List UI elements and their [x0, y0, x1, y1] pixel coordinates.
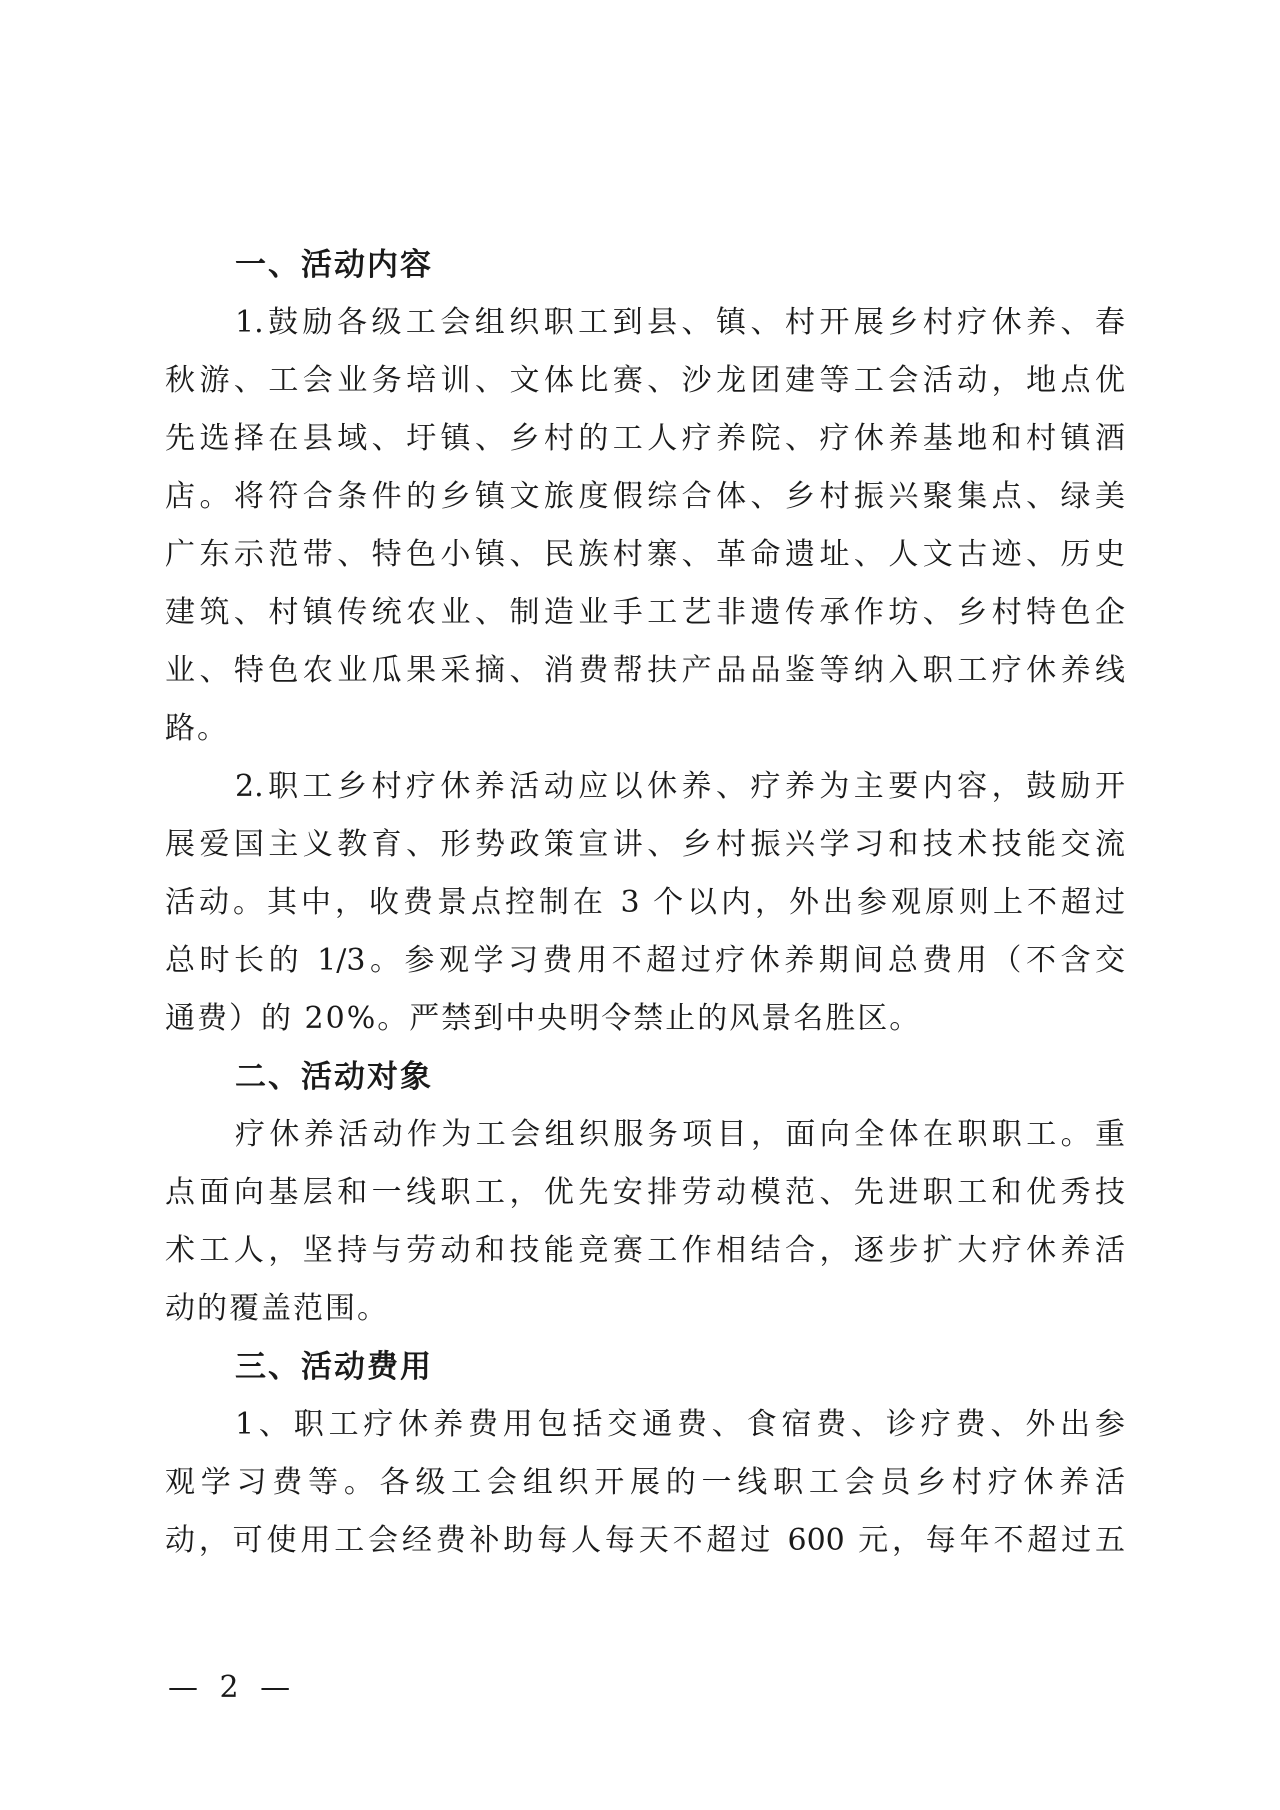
text-line: 广东示范带、特色小镇、民族村寨、革命遗址、人文古迹、历史: [165, 537, 1125, 572]
paragraph: [165, 294, 1125, 758]
text-line: 疗休养活动作为工会组织服务项目，面向全体在职职工。重: [235, 1117, 1125, 1152]
text-line: 店。将符合条件的乡镇文旅度假综合体、乡村振兴聚集点、绿美: [165, 479, 1125, 514]
text-line: 总时长的 1/3。参观学习费用不超过疗休养期间总费用（不含交: [165, 943, 1125, 978]
text-line: 活动。其中，收费景点控制在 3 个以内，外出参观原则上不超过: [165, 885, 1125, 920]
text-line: 1、职工疗休养费用包括交通费、食宿费、诊疗费、外出参: [235, 1407, 1125, 1442]
text-line: 2.职工乡村疗休养活动应以休养、疗养为主要内容，鼓励开: [235, 769, 1125, 804]
text-line: 动的覆盖范围。: [165, 1291, 389, 1326]
text-line: 展爱国主义教育、形势政策宣讲、乡村振兴学习和技术技能交流: [165, 827, 1125, 862]
text-line: 秋游、工会业务培训、文体比赛、沙龙团建等工会活动，地点优: [165, 363, 1125, 398]
document-body: [165, 236, 1125, 1570]
text-line: 点面向基层和一线职工，优先安排劳动模范、先进职工和优秀技: [165, 1175, 1125, 1210]
section-heading: 二、活动对象: [235, 1059, 433, 1095]
text-line: 术工人，坚持与劳动和技能竞赛工作相结合，逐步扩大疗休养活: [165, 1233, 1125, 1268]
paragraph: [165, 1106, 1125, 1338]
page-number: — 2 —: [168, 1670, 297, 1705]
text-line: 建筑、村镇传统农业、制造业手工艺非遗传承作坊、乡村特色企: [165, 595, 1125, 630]
section-heading: 一、活动内容: [235, 247, 433, 283]
section-heading: 三、活动费用: [235, 1349, 433, 1385]
text-line: 业、特色农业瓜果采摘、消费帮扶产品品鉴等纳入职工疗休养线: [165, 653, 1125, 688]
text-line: 1.鼓励各级工会组织职工到县、镇、村开展乡村疗休养、春: [235, 305, 1125, 340]
text-line: 动，可使用工会经费补助每人每天不超过 600 元，每年不超过五: [165, 1523, 1125, 1558]
text-line: 通费）的 20%。严禁到中央明令禁止的风景名胜区。: [165, 1001, 922, 1036]
paragraph: [165, 1396, 1125, 1570]
text-line: 观学习费等。各级工会组织开展的一线职工会员乡村疗休养活: [165, 1465, 1125, 1500]
text-line: 路。: [165, 711, 229, 746]
text-line: 先选择在县域、圩镇、乡村的工人疗养院、疗休养基地和村镇酒: [165, 421, 1125, 456]
paragraph: [165, 758, 1125, 1048]
